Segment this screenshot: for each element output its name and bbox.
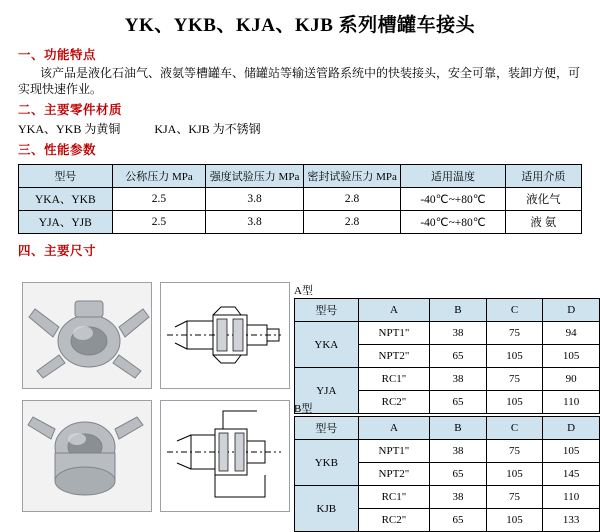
- table-row: [295, 486, 600, 509]
- image-b-photo: [22, 400, 152, 512]
- image-a-photo: [22, 282, 152, 389]
- dim-b-row0-c: 75: [486, 440, 543, 463]
- dim-a-row1-d: 105: [543, 345, 600, 368]
- label-type-b: B型: [294, 403, 313, 415]
- table-row: [19, 211, 582, 234]
- perf-header-medium: 适用介质: [505, 165, 581, 188]
- table-header-row: [19, 165, 582, 188]
- material-brass: YKA、YKB 为黄铜: [18, 122, 121, 136]
- dim-a-row3-a: RC2": [358, 391, 430, 414]
- dim-a-row3-b: 65: [430, 391, 486, 414]
- dim-a-row1-c: 105: [486, 345, 543, 368]
- dim-b-header-b: B: [430, 417, 486, 440]
- dim-a-row0-a: NPT1": [358, 322, 430, 345]
- dim-b-row1-b: 65: [430, 463, 486, 486]
- dim-a-header-c: C: [486, 299, 543, 322]
- dim-b-header-c: C: [486, 417, 543, 440]
- performance-table-wrap: [18, 164, 582, 234]
- dim-b-row2-c: 75: [486, 486, 543, 509]
- dim-a-row2-model: YJA: [295, 368, 359, 414]
- dim-b-header-d: D: [543, 417, 600, 440]
- perf-row0-nominal: 2.5: [112, 188, 206, 211]
- dim-b-row0-model: YKB: [295, 440, 359, 486]
- perf-header-seal-pressure: 密封试验压力 MPa: [303, 165, 401, 188]
- image-a-drawing: [160, 282, 290, 389]
- dim-b-row0-d: 105: [543, 440, 600, 463]
- section-heading-materials: 二、主要零件材质: [18, 103, 123, 117]
- section-heading-dimensions: 四、主要尺寸: [18, 244, 97, 258]
- dim-a-row2-c: 75: [486, 368, 543, 391]
- dim-b-row3-b: 65: [430, 509, 486, 532]
- perf-row1-model: YJA、YJB: [19, 211, 113, 234]
- dim-a-row3-d: 110: [543, 391, 600, 414]
- dim-b-row1-c: 105: [486, 463, 543, 486]
- perf-row0-temp: -40℃~+80℃: [401, 188, 505, 211]
- perf-row1-seal: 2.8: [303, 211, 401, 234]
- material-steel: KJA、KJB 为不锈钢: [154, 122, 261, 136]
- table-row: [295, 322, 600, 345]
- dim-a-row0-d: 94: [543, 322, 600, 345]
- dim-b-row2-b: 38: [430, 486, 486, 509]
- dim-b-row0-b: 38: [430, 440, 486, 463]
- table-row: [19, 188, 582, 211]
- dim-b-row1-a: NPT2": [358, 463, 430, 486]
- dim-b-row2-a: RC1": [358, 486, 430, 509]
- dim-a-row0-c: 75: [486, 322, 543, 345]
- dim-a-header-d: D: [543, 299, 600, 322]
- section-heading-features: 一、功能特点: [18, 48, 97, 62]
- section-body-materials: [18, 120, 600, 137]
- dim-a-row0-b: 38: [430, 322, 486, 345]
- dim-a-header-model: 型号: [295, 299, 359, 322]
- section-body-features: 该产品是液化石油气、液氨等槽罐车、储罐站等输送管路系统中的快装接头，安全可靠，装卸方便，可实现快速作业。: [18, 66, 581, 96]
- dim-a-header-b: B: [430, 299, 486, 322]
- perf-row1-nominal: 2.5: [112, 211, 206, 234]
- dim-b-header-a: A: [358, 417, 430, 440]
- dim-b-row2-model: KJB: [295, 486, 359, 532]
- table-row: [295, 440, 600, 463]
- dim-a-row3-c: 105: [486, 391, 543, 414]
- section-heading-performance: 三、性能参数: [18, 143, 97, 157]
- dim-a-header-a: A: [358, 299, 430, 322]
- dim-a-row0-model: YKA: [295, 322, 359, 368]
- dim-b-row0-a: NPT1": [358, 440, 430, 463]
- dim-a-row1-a: NPT2": [358, 345, 430, 368]
- table-header-row: [295, 299, 600, 322]
- page-title: YK、YKB、KJA、KJB 系列槽罐车接头: [124, 15, 476, 36]
- document-page: [0, 10, 600, 526]
- perf-row1-temp: -40℃~+80℃: [401, 211, 505, 234]
- dimension-table-a: [294, 298, 600, 414]
- perf-header-temperature: 适用温度: [401, 165, 505, 188]
- dimension-table-b: [294, 416, 600, 532]
- perf-header-model: 型号: [19, 165, 113, 188]
- dim-a-row2-b: 38: [430, 368, 486, 391]
- table-header-row: [295, 417, 600, 440]
- dim-b-row3-a: RC2": [358, 509, 430, 532]
- perf-row1-strength: 3.8: [206, 211, 304, 234]
- perf-row0-strength: 3.8: [206, 188, 304, 211]
- perf-row0-medium: 液化气: [505, 188, 581, 211]
- dim-a-row2-a: RC1": [358, 368, 430, 391]
- performance-table: [18, 164, 582, 234]
- dim-a-row2-d: 90: [543, 368, 600, 391]
- perf-row0-seal: 2.8: [303, 188, 401, 211]
- table-row: [295, 368, 600, 391]
- dim-b-row3-d: 133: [543, 509, 600, 532]
- image-b-drawing: [160, 400, 290, 512]
- perf-row0-model: YKA、YKB: [19, 188, 113, 211]
- label-type-a: A型: [294, 285, 313, 297]
- dim-b-row2-d: 110: [543, 486, 600, 509]
- dim-b-header-model: 型号: [295, 417, 359, 440]
- dim-b-row3-c: 105: [486, 509, 543, 532]
- perf-header-nominal-pressure: 公称压力 MPa: [112, 165, 206, 188]
- perf-row1-medium: 液 氨: [505, 211, 581, 234]
- perf-header-strength-pressure: 强度试验压力 MPa: [206, 165, 304, 188]
- dim-b-row1-d: 145: [543, 463, 600, 486]
- dim-a-row1-b: 65: [430, 345, 486, 368]
